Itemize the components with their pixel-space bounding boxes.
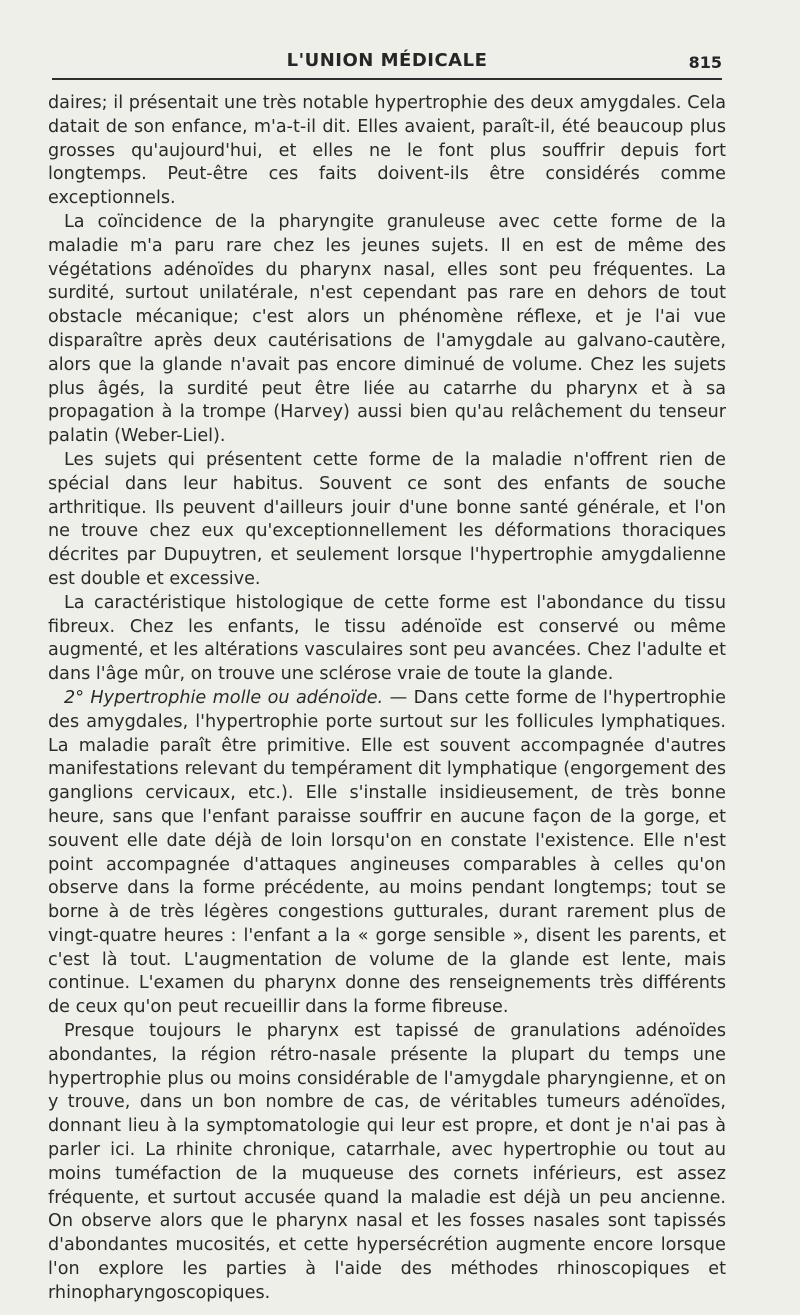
section-heading: 2° Hypertrophie molle ou adénoïde. [64, 687, 384, 708]
paragraph-histology [48, 592, 726, 687]
paragraph-pharynx [48, 1020, 726, 1306]
body-text [48, 92, 726, 1306]
page-number: 815 [688, 53, 722, 72]
paragraph-text: La caractéristique histologique de cette forme est l'abondance du tissu fibreux. Chez les enfants, le tissu adénoïde est conservé ou même augmenté, et les altérations vasculaires sont peu avancées. Chez l'adulte et dans l'âge mûr, on trouve une sclérose vraie de toute la glande. [48, 592, 726, 685]
journal-title: L'UNION MÉDICALE [286, 50, 488, 71]
paragraph-text: — Dans cette forme de l'hypertrophie des amygdales, l'hypertrophie porte surtout sur les follicules lymphatiques. La maladie paraît être primitive. Elle est souvent accompagnée d'autres manifestations relevant du tempérament dit lymphatique (engorgement des ganglions cervicaux, etc.). Elle s'installe insidieusement, de très bonne heure, sans que l'enfant paraisse souffrir en aucune façon de la gorge, et souvent elle date déjà de loin lorsqu'on en constate l'existence. Elle n'est point accompagnée d'attaques angineuses comparables à celles qu'on observe dans la forme précédente, au moins pendant longtemps; tout se borne à de très légères congestions gutturales, durant rarement plus de vingt-quatre heures : l'enfant a la « gorge sensible », disent les parents, et c'est là tout. L'augmentation de volume de la glande est lente, mais continue. L'examen du pharynx donne des renseignements très différents de ceux qu'on peut recueillir dans la forme fibreuse. [48, 687, 727, 1018]
paragraph-habitus [48, 449, 726, 592]
paragraph-text: Presque toujours le pharynx est tapissé de granulations adénoïdes abondantes, la région rétro-nasale présente la plupart du temps une hypertrophie plus ou moins considérable de l'amygdale pharyngienne, et on y trouve, dans un bon nombre de cas, de véritables tumeurs adénoïdes, donnant lieu à la symptomatologie qui leur est propre, et dont je n'ai pas à parler ici. La rhinite chronique, catarrhale, avec hypertrophie ou tout au moins tuméfaction de la muqueuse des cornets inférieurs, est assez fréquente, et surtout accusée quand la maladie est déjà un peu ancienne. On observe alors que le pharynx nasal et les fosses nasales sont tapissés d'abondantes mucosités, et cette hypersécrétion augmente encore lorsque l'on explore les parties à l'aide des méthodes rhinoscopiques et rhinopharyngoscopiques. [48, 1021, 726, 1303]
paragraph-text: La coïncidence de la pharyngite granuleuse avec cette forme de la maladie m'a paru rare chez les jeunes sujets. Il en est de même des végétations adénoïdes du pharynx nasal, elles sont peu fréquentes. La surdité, surtout unilatérale, n'est cependant pas rare en dehors de tout obstacle mécanique; c'est alors un phénomène réflexe, et je l'ai vue disparaître après deux cautérisations de l'amygdale au galvano-cautère, alors que la glande n'avait pas encore diminué de volume. Chez les sujets plus âgés, la surdité peut être liée au catarrhe du pharynx et à sa propagation à la trompe (Harvey) aussi bien qu'au relâchement du tenseur palatin (Weber-Liel). [48, 211, 726, 447]
header-rule [52, 78, 722, 80]
paragraph-pharyngitis [48, 211, 726, 449]
paragraph-continuation [48, 92, 726, 211]
running-head [52, 46, 722, 76]
paragraph-text: Les sujets qui présentent cette forme de la maladie n'offrent rien de spécial dans leur habitus. Souvent ce sont des enfants de souche arthritique. Ils peuvent d'ailleurs jouir d'une bonne santé générale, et l'on ne trouve chez eux qu'exceptionnellement les déformations thoraciques décrites par Dupuytren, et seulement lorsque l'hypertrophie amygdalienne est double et excessive. [48, 449, 726, 589]
paragraph-soft-hypertrophy [48, 687, 726, 1020]
paragraph-text: daires; il présentait une très notable hypertrophie des deux amygdales. Cela datait de son enfance, m'a-t-il dit. Elles avaient, paraît-il, été beaucoup plus grosses qu'aujourd'hui, et elles ne le font plus souffrir depuis fort longtemps. Peut-être ces faits doivent-ils être considérés comme exceptionnels. [48, 93, 726, 209]
